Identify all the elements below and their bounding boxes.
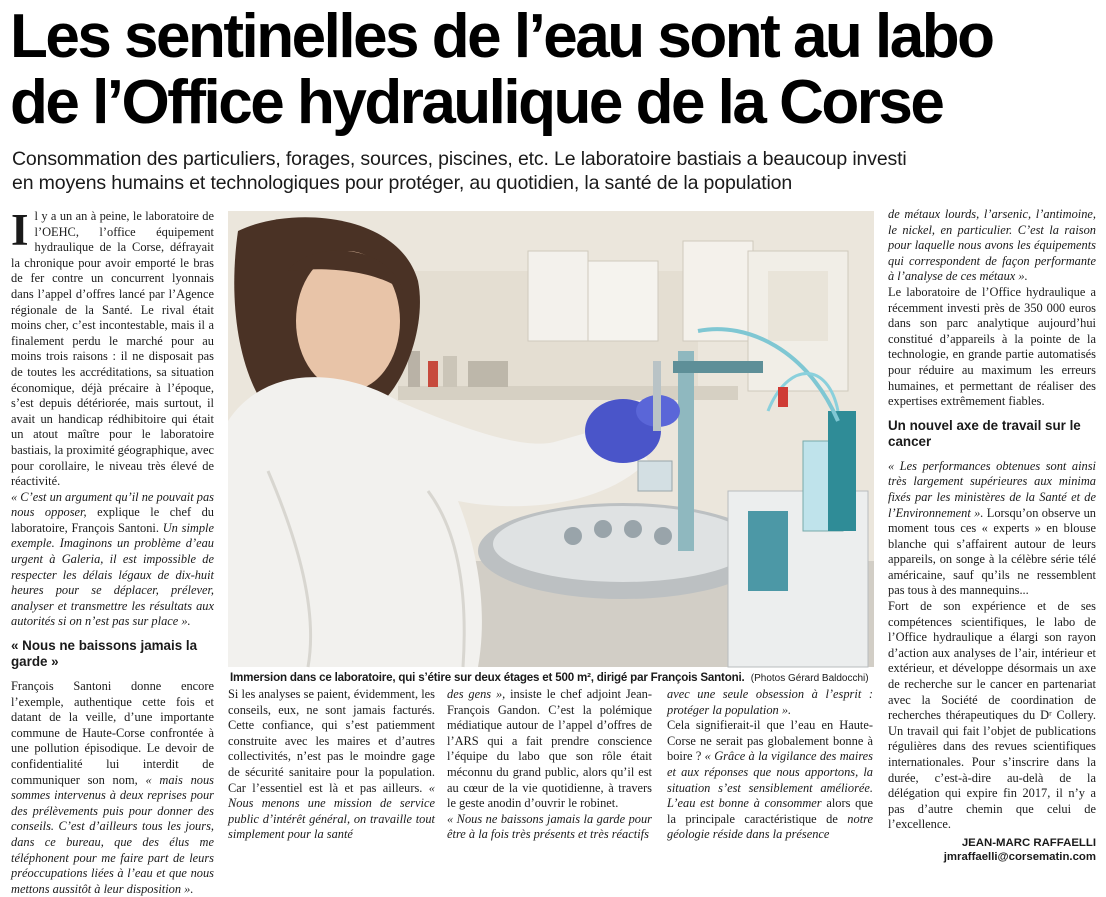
deck [12,147,1102,195]
lab-photo-illustration [228,211,874,667]
article-column-5 [888,207,1096,863]
article-column-1 [11,205,215,896]
article-column-4 [667,687,873,847]
paragraph-garde-quote: « Nous ne baissons jamais la garde pour être à la fois très présents et très réactifs [447,811,652,842]
paragraph-quote-santoni: « C’est un argument qu’il ne pouvait pas nous opposer, explique le chef du laboratoire, François Santoni. Un simple exemple. Imaginons un problème d’eau urgent à Galeria, il est impossible de respecter les délais légaux de dix-huit heures pour se déplacer, prélever, analyser et transmettre les résultats aux autorités si on n’est pas sur place ». [11,489,215,629]
deck-line-1: Consommation des particuliers, forages, sources, piscines, etc. Le laboratoire bastiais a beaucoup investi [12,148,907,170]
subhead-garde: « Nous ne baissons jamais la garde » [11,638,198,670]
caption-text: Immersion dans ce laboratoire, qui s’étire sur deux étages et 500 m², dirigé par François Santoni. [230,671,745,684]
headline-line-1: Les sentinelles de l’eau sont au labo [10,2,993,71]
paragraph-polemique: des gens », insiste le chef adjoint Jean-François Gandon. C’est la polémique médiatique autour de l’appel d’offres de l’ARS qui a fait prendre conscience l’équipe du labo que son rôle était méconnu du grand public, alors qu’il est au cœur de la vie quotidienne, à travers le geste anodin d’ouvrir le robinet. [447,687,652,811]
subhead-cancer: Un nouvel axe de travail sur le cancer [888,417,1081,449]
paragraph-qualite-eau: Cela signifierait-il que l’eau en Haute-Corse ne serait pas globalement bonne à boire ? « Grâce à la vigilance des maires et aux réponses que nous apportons, la situation s’est sensiblement améliorée. L’eau est bonne à consommer alors que la principale caractéristique de notre géologie réside dans la présence [667,718,874,842]
paragraph-metaux: de métaux lourds, l’arsenic, l’antimoine, le nickel, en particulier. C’est la raison pour laquelle nous avons les équipements qui correspondent de façon performante à l’analyse de ces métaux ». [888,207,1096,284]
article-column-3 [447,687,652,847]
lab-photo [228,211,874,667]
paragraph-recherche: Fort de son expérience et de ses compétences scientifiques, le labo de l’Office hydraulique a élargi son rayon d’action aux analyses de l’air, intérieur et extérieur, et développe désormais un axe de recherche sur le cancer en partenariat avec la Société de coordination de recherches thérapeutiques du Dʳ Collery. Un travail qui fait l’objet de publications régulières dans des revues scientifiques internationales. Pour s’inscrire dans la durée, c’est-à-dire au-delà de la délégation qui expire fin 2017, il n’y a pas d’autre chemin que celui de l’excellence. [888,599,1096,832]
byline-email: jmraffaelli@corsematin.com [943,850,1096,863]
headline-line-2: de l’Office hydraulique de la Corse [10,68,943,137]
drop-cap: I [11,205,29,255]
photo-caption [230,671,876,686]
paragraph-investissement: Le laboratoire de l’Office hydraulique a récemment investi près de 350 000 euros dans son parc analytique aujourd’hui constitué d’appareils à la pointe de la technologie, en grande partie automatisés pour réduire au maximum les erreurs humaines, et permettant de réaliser des expertises extrêmement fiables. [888,284,1096,409]
paragraph-intro: Il y a un an à peine, le laboratoire de l’OEHC, l’office équipement hydraulique de la Corse, défrayait la chronique pour avoir emporté le bras de fer contre un concurrent lyonnais dans l’appel d’offres lancé par l’Agence régionale de la Santé. Le rival était moins cher, c’est incontestable, mais il a finalement perdu le marché pour au moins trois raisons : il ne disposait pas de toutes les accréditations, sa situation économique, déjà précaire à l’époque, s’est depuis détériorée, mais surtout, il avait un handicap rédhibitoire qui était un atout maître pour le laboratoire bastiais, la proximité géographique, avec pour corollaire, le niveau très élevé de réactivité. [11,205,214,489]
paragraph-obsession: avec une seule obsession à l’esprit : protéger la population ». [667,687,873,717]
paragraph-confiance: Si les analyses se paient, évidemment, les conseils, eux, ne sont jamais facturés. Cette confiance, qui s’est patiemment construite avec les maires et d’autres collectivités, n’est pas le moindre gage de sécurité sanitaire pour la population. Car l’essentiel est là et pas ailleurs. « Nous menons une mission de service public d’intérêt général, on travaille tout simplement pour la santé [228,687,435,842]
headline [10,4,1100,136]
photo-credit: (Photos Gérard Baldocchi) [750,673,869,684]
byline: JEAN-MARC RAFFAELLI [961,836,1096,849]
article-column-2 [228,687,435,847]
paragraph-performances: « Les performances obtenues sont ainsi très largement supérieures aux minima fixés par les ministères de la Santé et de l’Environnement ». Lorsqu’on observe un moment tous ces « experts » en blouse blanche qui s’affairent autour de leurs appareils, on songe à la célèbre série télé américaine, sauf qu’ils ne ressemblent pas tous à des mannequins... [888,458,1096,598]
deck-line-2: en moyens humains et technologiques pour protéger, au quotidien, la santé de la population [12,172,793,194]
paragraph-example: François Santoni donne encore l’exemple, authentique cette fois et datant de la veille, d’une importante commune de Haute-Corse confrontée à une pollution épisodique. Le devoir de confidentialité lui interdit de communiquer son nom, « mais nous sommes intervenus à deux reprises pour des prélèvements puis pour donner des conseils. C’est d’ailleurs tous les jours, dans ce bureau, que des élus me téléphonent pour me faire part de leurs préoccupations liées à l’eau et que nous mettons aussitôt à leur disposition ». [11,679,214,896]
